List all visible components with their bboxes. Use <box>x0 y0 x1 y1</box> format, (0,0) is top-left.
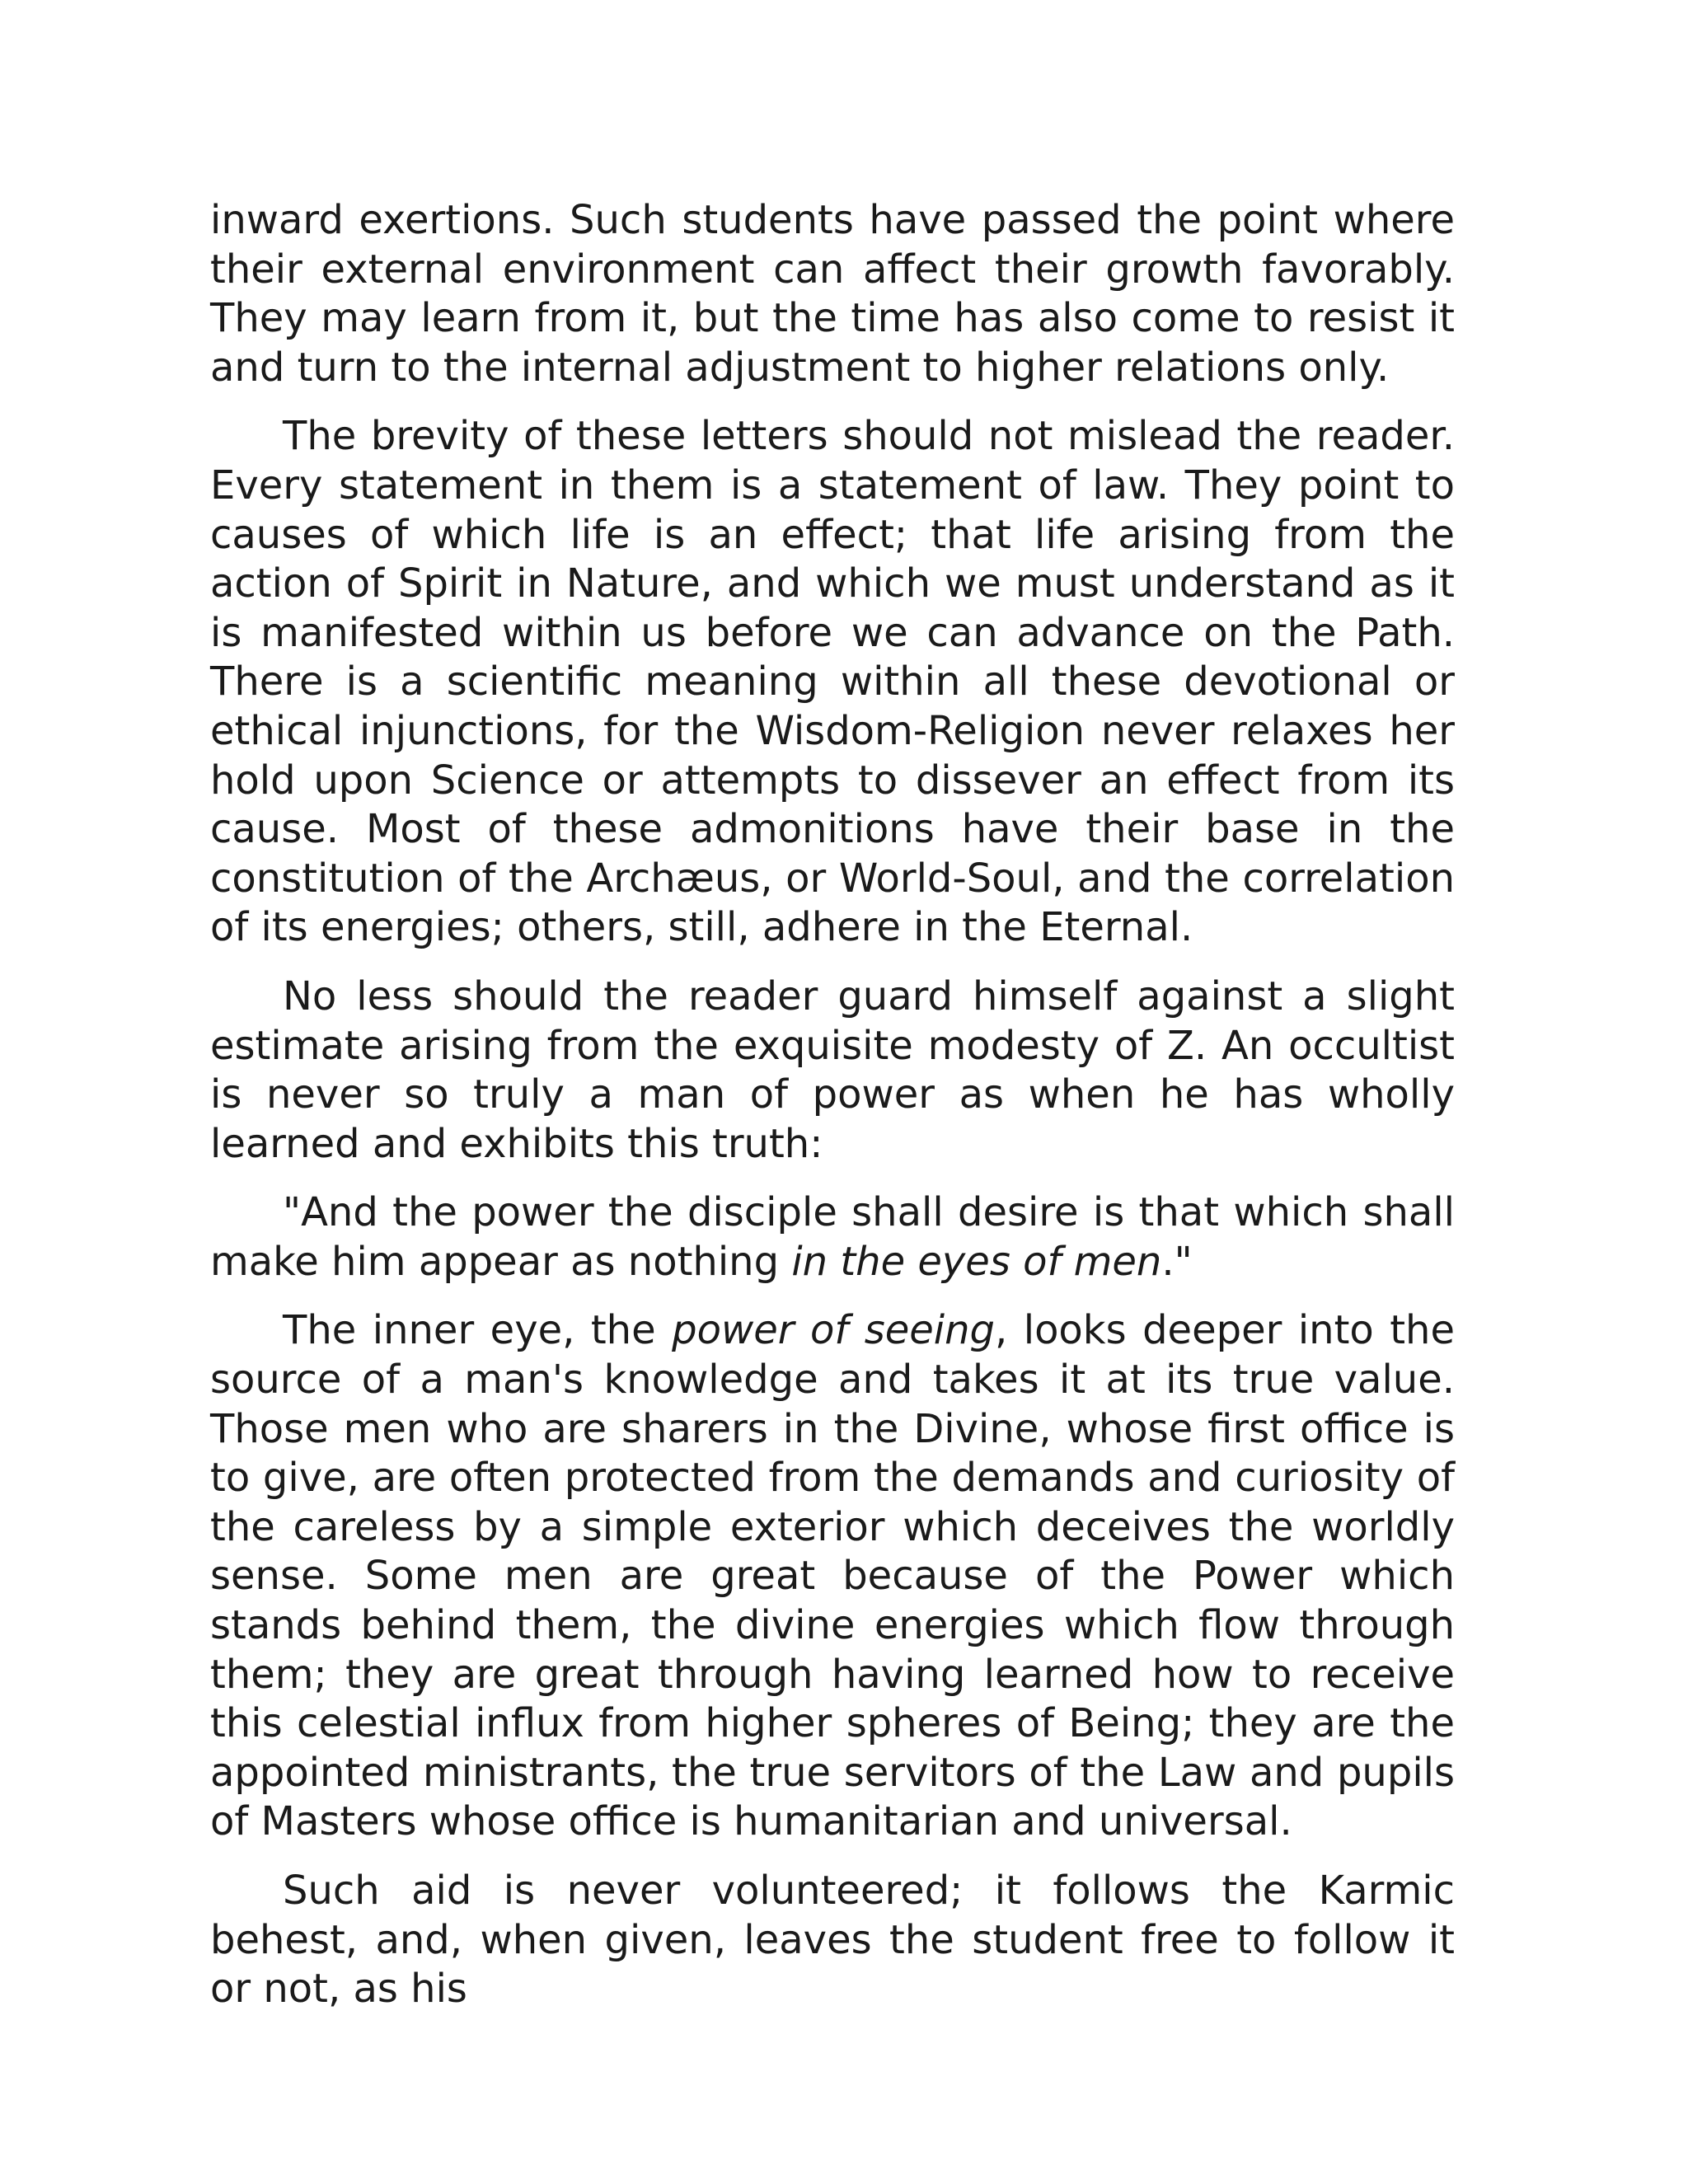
italic-phrase: power of seeing <box>672 1307 995 1354</box>
paragraph: No less should the reader guard himself against a slight estimate arising from the exquisite modesty of Z. An occultist is never so truly a man of power as when he has wholly learned and exhibits this truth: <box>210 972 1455 1167</box>
paragraph: Such aid is never volunteered; it follows the Karmic behest, and, when given, leaves the student free to follow it or not, as his <box>210 1868 1455 2013</box>
italic-phrase: in the eyes of men <box>791 1238 1162 1285</box>
paragraph-text: , looks deeper into the source of a man's knowledge and takes it at its true value. Those men who are sharers in the Divine, whose first office is to give, are often protected from the demands and curiosity of the careless by a simple exterior which deceives the worldly sense. Some men are great because of the Power which stands behind them, the divine energies which flow through them; they are great through having learned how to receive this celestial influx from higher spheres of Being; they are the appointed ministrants, the true servitors of the Law and pupils of Masters whose office is humanitarian and universal. <box>210 1307 1456 1845</box>
paragraph <box>210 1306 1455 1847</box>
paragraph-text: The inner eye, the <box>283 1307 673 1354</box>
page-body <box>210 196 1455 2014</box>
paragraph-text: ." <box>1161 1238 1193 1285</box>
quotation-paragraph <box>210 1188 1455 1286</box>
paragraph: The brevity of these letters should not mislead the reader. Every statement in them is a statement of law. They point to causes of which life is an effect; that life arising from the action of Spirit in Nature, and which we must understand as it is manifested within us before we can advance on the Path. There is a scientific meaning within all these devotional or ethical injunctions, for the Wisdom-Religion never relaxes her hold upon Science or attempts to dissever an effect from its cause. Most of these admonitions have their base in the constitution of the Archæus, or World-Soul, and the correlation of its energies; others, still, adhere in the Eternal. <box>210 413 1455 951</box>
paragraph: inward exertions. Such students have passed the point where their external environment can affect their growth favorably. They may learn from it, but the time has also come to resist it and turn to the internal adjustment to higher relations only. <box>210 197 1455 391</box>
paragraph-text: "And the power the disciple shall desire is that which shall make him appear as nothing <box>210 1189 1455 1285</box>
